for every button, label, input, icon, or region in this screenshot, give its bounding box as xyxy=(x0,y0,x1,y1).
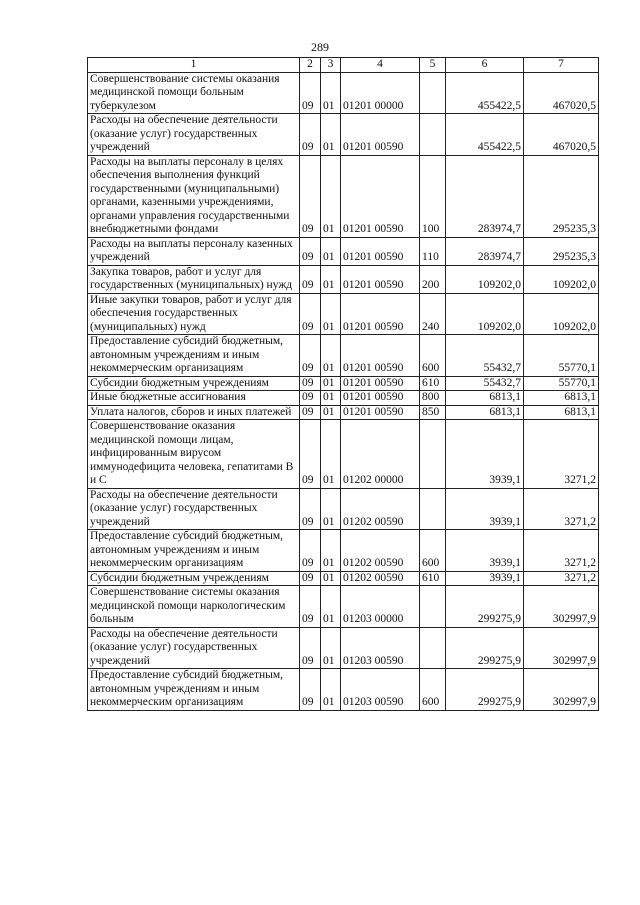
expense-type-code: 610 xyxy=(420,376,446,391)
table-row xyxy=(88,237,599,265)
target-article-code: 01202 00590 xyxy=(341,488,420,530)
item-name: Предоставление субсидий бюджетным, автономным учреждениям и иным некоммерческим организациям xyxy=(88,669,300,711)
amount-year-2: 6813,1 xyxy=(524,405,599,420)
amount-year-2: 302997,9 xyxy=(524,627,599,669)
subsection-code: 01 xyxy=(321,237,341,265)
subsection-code: 01 xyxy=(321,488,341,530)
item-name: Предоставление субсидий бюджетным, автономным учреждениям и иным некоммерческим организациям xyxy=(88,530,300,572)
amount-year-1: 455422,5 xyxy=(446,114,524,156)
item-name: Закупка товаров, работ и услуг для государственных (муниципальных) нужд xyxy=(88,265,300,293)
table-row xyxy=(88,627,599,669)
section-code: 09 xyxy=(300,669,321,711)
target-article-code: 01203 00590 xyxy=(341,669,420,711)
column-header-2: 2 xyxy=(300,58,321,73)
expense-type-code: 600 xyxy=(420,530,446,572)
table-row xyxy=(88,155,599,237)
budget-table xyxy=(87,57,599,711)
amount-year-2: 3271,2 xyxy=(524,420,599,489)
expense-type-code: 610 xyxy=(420,571,446,586)
amount-year-1: 6813,1 xyxy=(446,405,524,420)
section-code: 09 xyxy=(300,114,321,156)
item-name: Совершенствование системы оказания медицинской помощи наркологическим больным xyxy=(88,586,300,628)
expense-type-code: 850 xyxy=(420,405,446,420)
subsection-code: 01 xyxy=(321,405,341,420)
amount-year-1: 3939,1 xyxy=(446,488,524,530)
expense-type-code xyxy=(420,72,446,114)
subsection-code: 01 xyxy=(321,627,341,669)
section-code: 09 xyxy=(300,335,321,377)
amount-year-2: 55770,1 xyxy=(524,335,599,377)
section-code: 09 xyxy=(300,488,321,530)
item-name: Иные закупки товаров, работ и услуг для обеспечения государственных (муниципальных) нужд xyxy=(88,293,300,335)
item-name: Расходы на выплаты персоналу казенных учреждений xyxy=(88,237,300,265)
target-article-code: 01201 00590 xyxy=(341,405,420,420)
item-name: Уплата налогов, сборов и иных платежей xyxy=(88,405,300,420)
amount-year-1: 109202,0 xyxy=(446,265,524,293)
amount-year-2: 3271,2 xyxy=(524,488,599,530)
column-header-6: 6 xyxy=(446,58,524,73)
amount-year-1: 55432,7 xyxy=(446,376,524,391)
target-article-code: 01201 00590 xyxy=(341,114,420,156)
amount-year-2: 6813,1 xyxy=(524,391,599,406)
page-number: 289 xyxy=(311,40,329,54)
table-row xyxy=(88,488,599,530)
table-row xyxy=(88,530,599,572)
amount-year-1: 3939,1 xyxy=(446,571,524,586)
subsection-code: 01 xyxy=(321,335,341,377)
amount-year-2: 295235,3 xyxy=(524,155,599,237)
amount-year-1: 299275,9 xyxy=(446,669,524,711)
table-row xyxy=(88,335,599,377)
section-code: 09 xyxy=(300,265,321,293)
table-row xyxy=(88,405,599,420)
subsection-code: 01 xyxy=(321,669,341,711)
item-name: Субсидии бюджетным учреждениям xyxy=(88,376,300,391)
amount-year-1: 299275,9 xyxy=(446,586,524,628)
target-article-code: 01201 00590 xyxy=(341,335,420,377)
amount-year-2: 467020,5 xyxy=(524,72,599,114)
table-row xyxy=(88,114,599,156)
amount-year-2: 109202,0 xyxy=(524,265,599,293)
target-article-code: 01201 00000 xyxy=(341,72,420,114)
amount-year-2: 55770,1 xyxy=(524,376,599,391)
amount-year-2: 3271,2 xyxy=(524,571,599,586)
column-header-5: 5 xyxy=(420,58,446,73)
item-name: Предоставление субсидий бюджетным, автономным учреждениям и иным некоммерческим организациям xyxy=(88,335,300,377)
table-row xyxy=(88,669,599,711)
subsection-code: 01 xyxy=(321,72,341,114)
table-row xyxy=(88,265,599,293)
section-code: 09 xyxy=(300,420,321,489)
expense-type-code xyxy=(420,420,446,489)
target-article-code: 01202 00590 xyxy=(341,571,420,586)
table-row xyxy=(88,586,599,628)
section-code: 09 xyxy=(300,586,321,628)
expense-type-code xyxy=(420,627,446,669)
expense-type-code: 240 xyxy=(420,293,446,335)
subsection-code: 01 xyxy=(321,293,341,335)
target-article-code: 01201 00590 xyxy=(341,155,420,237)
expense-type-code: 200 xyxy=(420,265,446,293)
target-article-code: 01201 00590 xyxy=(341,265,420,293)
subsection-code: 01 xyxy=(321,571,341,586)
section-code: 09 xyxy=(300,155,321,237)
subsection-code: 01 xyxy=(321,265,341,293)
expense-type-code: 100 xyxy=(420,155,446,237)
header-row xyxy=(88,58,599,73)
target-article-code: 01201 00590 xyxy=(341,293,420,335)
subsection-code: 01 xyxy=(321,391,341,406)
section-code: 09 xyxy=(300,530,321,572)
target-article-code: 01201 00590 xyxy=(341,376,420,391)
table-row xyxy=(88,571,599,586)
subsection-code: 01 xyxy=(321,376,341,391)
amount-year-1: 455422,5 xyxy=(446,72,524,114)
section-code: 09 xyxy=(300,405,321,420)
amount-year-1: 299275,9 xyxy=(446,627,524,669)
expense-type-code xyxy=(420,488,446,530)
table-row xyxy=(88,391,599,406)
amount-year-1: 3939,1 xyxy=(446,420,524,489)
expense-type-code: 600 xyxy=(420,335,446,377)
expense-type-code: 800 xyxy=(420,391,446,406)
column-header-1: 1 xyxy=(88,58,300,73)
subsection-code: 01 xyxy=(321,114,341,156)
amount-year-2: 3271,2 xyxy=(524,530,599,572)
amount-year-1: 283974,7 xyxy=(446,237,524,265)
target-article-code: 01201 00590 xyxy=(341,391,420,406)
amount-year-2: 302997,9 xyxy=(524,586,599,628)
section-code: 09 xyxy=(300,293,321,335)
column-header-3: 3 xyxy=(321,58,341,73)
target-article-code: 01203 00000 xyxy=(341,586,420,628)
section-code: 09 xyxy=(300,72,321,114)
item-name: Расходы на выплаты персоналу в целях обеспечения выполнения функций государственными (муниципальными) органами, казенными учреждениями, органами управления государственными внебюджетными фондами xyxy=(88,155,300,237)
item-name: Совершенствование оказания медицинской помощи лицам, инфицированным вирусом иммунодефицита человека, гепатитами B и C xyxy=(88,420,300,489)
subsection-code: 01 xyxy=(321,420,341,489)
section-code: 09 xyxy=(300,627,321,669)
table-body xyxy=(88,72,599,710)
item-name: Субсидии бюджетным учреждениям xyxy=(88,571,300,586)
column-header-4: 4 xyxy=(341,58,420,73)
item-name: Расходы на обеспечение деятельности (оказание услуг) государственных учреждений xyxy=(88,627,300,669)
target-article-code: 01203 00590 xyxy=(341,627,420,669)
amount-year-1: 55432,7 xyxy=(446,335,524,377)
table-row xyxy=(88,420,599,489)
section-code: 09 xyxy=(300,571,321,586)
item-name: Расходы на обеспечение деятельности (оказание услуг) государственных учреждений xyxy=(88,114,300,156)
target-article-code: 01201 00590 xyxy=(341,237,420,265)
item-name: Совершенствование системы оказания медицинской помощи больным туберкулезом xyxy=(88,72,300,114)
amount-year-1: 283974,7 xyxy=(446,155,524,237)
section-code: 09 xyxy=(300,391,321,406)
table-row xyxy=(88,72,599,114)
item-name: Иные бюджетные ассигнования xyxy=(88,391,300,406)
subsection-code: 01 xyxy=(321,530,341,572)
amount-year-2: 109202,0 xyxy=(524,293,599,335)
amount-year-2: 467020,5 xyxy=(524,114,599,156)
amount-year-2: 295235,3 xyxy=(524,237,599,265)
column-header-7: 7 xyxy=(524,58,599,73)
expense-type-code xyxy=(420,586,446,628)
table-row xyxy=(88,293,599,335)
item-name: Расходы на обеспечение деятельности (оказание услуг) государственных учреждений xyxy=(88,488,300,530)
amount-year-1: 3939,1 xyxy=(446,530,524,572)
amount-year-1: 6813,1 xyxy=(446,391,524,406)
expense-type-code: 110 xyxy=(420,237,446,265)
table-row xyxy=(88,376,599,391)
target-article-code: 01202 00000 xyxy=(341,420,420,489)
expense-type-code xyxy=(420,114,446,156)
target-article-code: 01202 00590 xyxy=(341,530,420,572)
amount-year-2: 302997,9 xyxy=(524,669,599,711)
amount-year-1: 109202,0 xyxy=(446,293,524,335)
subsection-code: 01 xyxy=(321,155,341,237)
expense-type-code: 600 xyxy=(420,669,446,711)
subsection-code: 01 xyxy=(321,586,341,628)
section-code: 09 xyxy=(300,376,321,391)
section-code: 09 xyxy=(300,237,321,265)
